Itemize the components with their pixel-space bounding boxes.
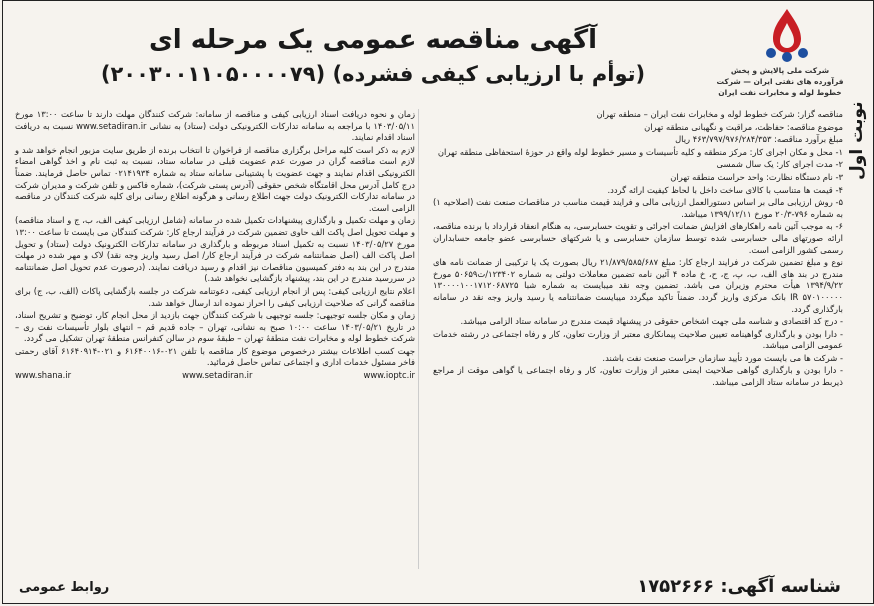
public-relations: روابط عمومی: [19, 580, 110, 595]
ioptc-link[interactable]: www.ioptc.ir: [363, 370, 415, 381]
left-column: [15, 109, 415, 382]
shana-link[interactable]: www.shana.ir: [15, 370, 72, 381]
page-title: آگهی مناقصه عمومی یک مرحله ای: [148, 25, 598, 55]
notice-id: شناسه آگهی: ۱۷۵۲۶۶۶: [637, 576, 841, 597]
paragraph: - درج کد اقتصادی و شناسه ملی جهت اشخاص حقوقی در پیشنهاد قیمت مندرج در سامانه ستاد الزامی میباشد.: [460, 316, 843, 327]
paragraph: ۳- نام دستگاه نظارت: واحد حراست منطقه تهران: [670, 171, 843, 182]
paragraph: زمان و نحوه دریافت اسناد ارزیابی کیفی و مناقصه از سامانه: شرکت کنندگان مهلت دارند تا ساعت ۱۳:۰۰ مورخ ۱۴۰۳/۰۵/۱۱ با مراجعه به سامانه تدارکات الکترونیکی دولت (ستاد) به نشانی www.setadiran.ir نسبت به دریافت اسناد اقدام نمایند.: [15, 109, 416, 143]
logo-company-name: شرکت ملی پالایش و پخش فرآورده های نفتی ایران — شرکت خطوط لوله و مخابرات نفت ایران: [716, 66, 844, 97]
paragraph: ۴- قیمت ها متناسب با کالای ساخت داخل با لحاظ کیفیت ارائه گردد.: [607, 184, 843, 195]
url-row: [15, 370, 415, 382]
paragraph: زمان و مهلت تکمیل و بارگذاری پیشنهادات تکمیل شده در سامانه (شامل ارزیابی کیفی الف، ب، ج و اسناد مناقصه) و مهلت تحویل اصل پاکت الف حاوی تضمین شرکت در فرآیند ارجاع کار: شرکت کنندگان می بایست تا ساعت ۱۳:۰۰ مورخ ۱۴۰۳/۰۵/۲۷ نسبت به تکمیل اسناد مربوطه و بارگذاری در سامانه تدارکات الکترونیک دولت (ستاد) و تحویل اصل پاکت الف (اصل ضمانتنامه شرکت در فرآیند ارجاع کار/ اصل رسید واریز وجه نقد) لاک و مهر شده در مهلت مندرج در این بند به دفتر کمیسیون مناقصات نیز اقدام و رسید دریافت نمایند. (درصورت عدم تحویل اصل ضمانتنامه در سررسید مندرج در این بند، پیشنهاد بازگشایی نخواهد شد.): [15, 215, 415, 284]
paragraph: - دارا بودن و بارگذاری گواهی صلاحیت ایمنی معتبر از وزارت تعاون، کار و رفاه اجتماعی یا گواهی موقت از مراجع ذیربط در سامانه ستاد الزامی میباشد.: [433, 365, 843, 388]
flame-logo-icon: [757, 7, 817, 63]
paragraph: زمان و مکان جلسه توجیهی: جلسه توجیهی با شرکت کنندگان جهت بازدید از محل انجام کار، توضیح و تشریح اسناد، در تاریخ ۱۴۰۳/۰۵/۲۱ ساعت ۱۰:۰۰ صبح به نشانی، تهران – جاده قدیم قم – انتهای بلوار تأسیسات نفت ری – شرکت خطوط لوله و مخابرات نفت منطقهٔ تهران – طبقهٔ سوم در سالن کنفرانس منطقهٔ تهران تشکیل می گردد.: [15, 310, 415, 344]
column-divider: [418, 109, 419, 569]
paragraph: ۵- روش ارزیابی مالی بر اساس دستورالعمل ارزیابی مالی و فرایند قیمت مناسب در مناقصات صنعت نفت (اصلاحیه ۱) به شماره ۷۹۶-۲۰/۳ مورخ ۱۳۹۹/۱۲/۱۱ میباشد.: [433, 197, 843, 219]
paragraph: - دارا بودن و بارگذاری گواهینامه تعیین صلاحیت پیمانکاری معتبر از وزارت تعاون، کار و رفاه اجتماعی در رشته خدمات عمومی الزامی میباشد.: [433, 328, 843, 351]
paragraph: - شرکت ها می بایست مورد تأیید سازمان حراست صنعت نفت باشند.: [602, 352, 843, 363]
tender-notice: [2, 0, 874, 604]
paragraph: موضوع مناقصه: حفاظت، مراقبت و نگهبانی منطقه تهران: [644, 121, 843, 132]
right-column: [433, 109, 843, 390]
side-label: نوبت اول: [847, 101, 867, 181]
paragraph: ۲- مدت اجرای کار: یک سال شمسی: [716, 159, 843, 170]
setadiran-link[interactable]: www.setadiran.ir: [182, 370, 253, 381]
paragraph: نوع و مبلغ تضمین شرکت در فرایند ارجاع کار: مبلغ ۲۱/۸۷۹/۵۸۵/۶۸۷ ریال بصورت یک یا ترکیبی از ضمانت نامه های مندرج در بند های الف، ب، پ، ج، ح، خ ماده ۴ آئین نامه تضمین معاملات دولتی به شماره ۱۲۳۴۰۲/ت۵۰۶۵۹ مورخ ۱۳۹۴/۹/۲۲ هیأت محترم وزیران می باشد. تضمین وجه نقد میبایست به شماره شبا ۱۳۰۰۰۰۱۰۰۱۷۱۲۰۶۸۷۲۵ ۵۷۰۱۰۰۰۰۰ IR بانک مرکزی واریز گردد. ضمناً تاکید میگردد میبایست ضمانتنامه یا رسید واریز وجه نقد در سامانه بارگذاری گردد.: [433, 257, 843, 314]
title-block: [43, 23, 703, 89]
paragraph: ۶- به موجب آئین نامه راهکارهای افزایش ضمانت اجرائی و تقویت حسابرسی، به هنگام انعقاد قرارداد با برنده مناقصه، ارائه صورتهای مالی حسابرسی شده توسط سازمان حسابرسی و یا شرکتهای حسابرسی عضو جامعه حسابداران رسمی کشور الزامی است.: [433, 221, 843, 255]
paragraph: لازم به ذکر است کلیه مراحل برگزاری مناقصه از فراخوان تا انتخاب برنده از طریق سایت مزبور انجام خواهد شد و لازم است مناقصه گران در صورت عدم عضویت قبلی در سامانه ستاد، نسبت به ثبت نام و اخذ گواهی امضاء الکترونیکی اقدام نمایند و جهت عضویت با پشتیبانی سامانه ستاد به شماره ۰۲۱۴۱۹۳۴ تماس حاصل فرمایند. ضمناً درج کامل آدرس محل اقامتگاه شخص حقوقی (آدرس پستی شرکت)، شماره فاکس و تلفن شرکت و مدیران شرکت در سامانه تدارکات الکترونیک دولت جهت اطلاع رسانی و هرگونه اطلاع رسانی برای کلیه شرکت کنندگان در مناقصه الزامی است.: [15, 144, 415, 213]
company-logo: [715, 7, 845, 117]
paragraph: اعلام نتایج ارزیابی کیفی: پس از انجام ارزیابی کیفی، دعوتنامه شرکت در جلسه بازگشایی پاکات (الف، ب، ج) برای مناقصه گرانی که صلاحیت ارزیابی کیفی را احراز نموده اند ارسال خواهد شد.: [15, 285, 415, 308]
page-subtitle: (توأم با ارزیابی کیفی فشرده) (۲۰۰۳۰۰۱۱۰۵۰۰۰۰۷۹): [100, 62, 646, 86]
paragraph: مبلغ برآورد مناقصه: ۴۶۳/۷۹۷/۹۷۶/۲۸۴/۳۵۳ ریال: [675, 134, 843, 145]
paragraph: جهت کسب اطلاعات بیشتر درخصوص موضوع کار مناقصه با تلفن ۰۲۱-۶۱۶۴۰۰۱۶ و ۰۲۱-۶۱۶۴۰۹۱۴ آقای رحمتی فاخر مسئول خدمات اداری و اجتماعی تماس حاصل فرمائید.: [15, 345, 415, 368]
paragraph: مناقصه گزار: شرکت خطوط لوله و مخابرات نفت ایران – منطقه تهران: [596, 109, 843, 119]
paragraph: ۱- محل و مکان اجرای کار: مرکز منطقه و کلیه تأسیسات و مسیر خطوط لوله واقع در حوزهٔ استحفاظی منطقه تهران: [437, 146, 843, 157]
